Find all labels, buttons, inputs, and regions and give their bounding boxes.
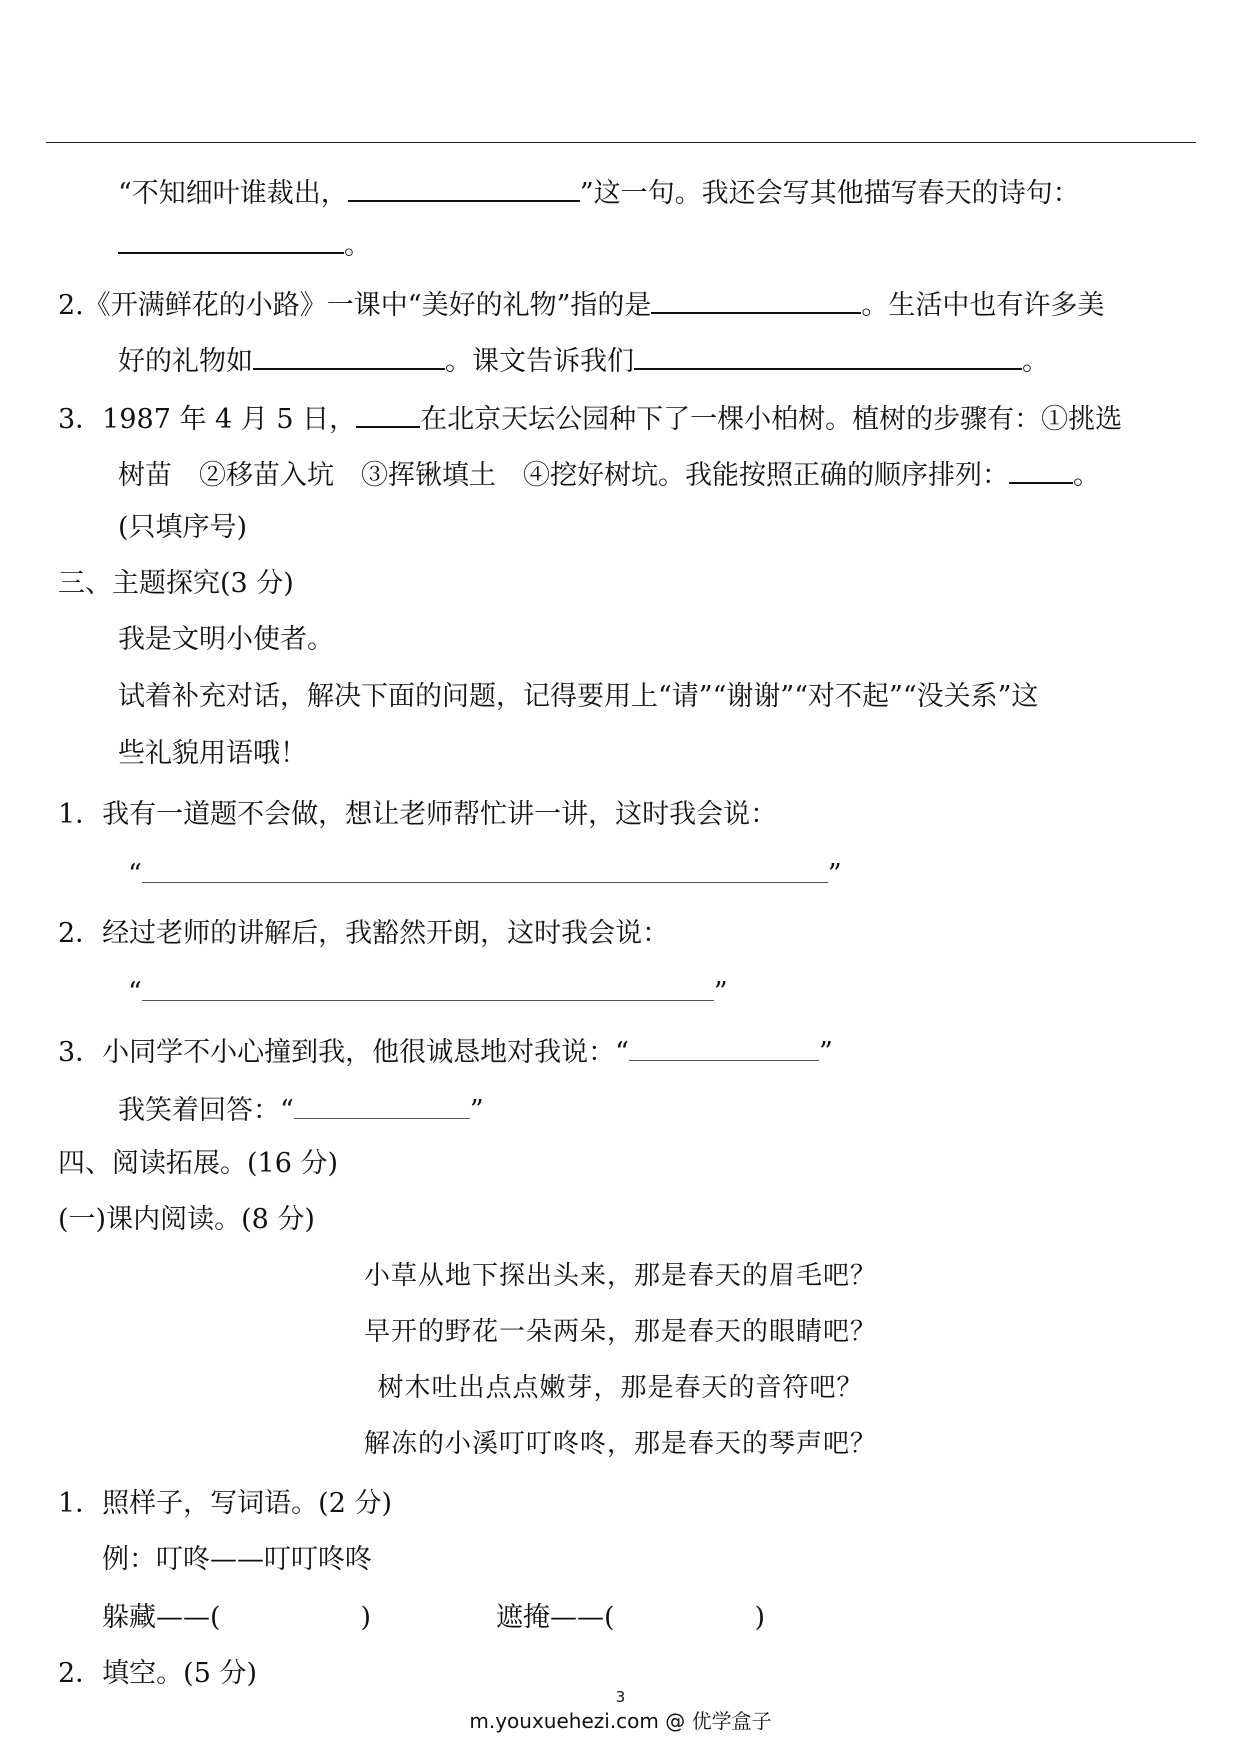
section3-q2: 2．经过老师的讲解后，我豁然开朗，这时我会说：	[58, 918, 670, 949]
section3-q2-answer: “ ”	[128, 970, 728, 1010]
answer-blank[interactable]	[253, 338, 445, 370]
answer-blank[interactable]	[118, 222, 344, 254]
section4-sub1: (一)课内阅读。(8 分)	[58, 1204, 315, 1235]
section3-q1-answer: “ ”	[128, 852, 842, 892]
answer-blank[interactable]	[142, 852, 828, 883]
answer-blank[interactable]	[142, 970, 714, 1001]
section3-q1: 1．我有一道题不会做，想让老师帮忙讲一讲，这时我会说：	[58, 799, 778, 830]
q3-line1: 3．1987 年 4 月 5 日， 在北京天坛公园种下了一棵小柏树。植树的步骤有：①挑选	[58, 396, 1122, 436]
poem-line: 解冻的小溪叮叮咚咚，那是春天的琴声吧？	[363, 1429, 877, 1459]
section3-title: 三、主题探究(3 分)	[58, 568, 294, 599]
top-rule	[46, 142, 1196, 143]
section4-q2: 2．填空。(5 分)	[58, 1658, 258, 1689]
q1-line1: “不知细叶谁裁出， ”这一句。我还会写其他描写春天的诗句：	[118, 170, 1080, 210]
answer-blank[interactable]	[651, 282, 861, 314]
word-pair-2: 遮掩——( )	[496, 1602, 766, 1633]
section3-q3-reply: 我笑着回答：“ ”	[118, 1088, 484, 1128]
section4-title: 四、阅读拓展。(16 分)	[58, 1148, 339, 1179]
section3-intro2: 试着补充对话，解决下面的问题，记得要用上“请”“谢谢”“对不起”“没关系”这	[118, 681, 1039, 712]
footer-site[interactable]: m.youxuehezi.com @ 优学盒子	[469, 1709, 772, 1733]
q1-line2: 。	[118, 222, 371, 262]
answer-blank[interactable]	[1009, 452, 1073, 484]
section3-q3: 3．小同学不小心撞到我，他很诚恳地对我说：“ ”	[58, 1030, 833, 1070]
q2-line1: 2.《开满鲜花的小路》一课中“美好的礼物”指的是 。生活中也有许多美	[58, 282, 1104, 322]
q2-line2: 好的礼物如 。课文告诉我们 。	[118, 338, 1049, 378]
answer-blank[interactable]	[629, 1030, 819, 1061]
answer-blank[interactable]	[294, 1088, 470, 1119]
q3-line3: (只填序号)	[118, 512, 248, 543]
poem-line: 小草从地下探出头来，那是春天的眉毛吧？	[363, 1261, 877, 1291]
section3-intro1: 我是文明小使者。	[118, 624, 334, 655]
section4-example: 例：叮咚——叮叮咚咚	[102, 1544, 372, 1575]
answer-blank[interactable]	[348, 170, 580, 202]
poem-line: 树木吐出点点嫩芽，那是春天的音符吧？	[377, 1373, 864, 1403]
poem-line: 早开的野花一朵两朵，那是春天的眼睛吧？	[363, 1317, 877, 1347]
word-pair-1: 躲藏——( )	[102, 1602, 372, 1633]
section3-intro3: 些礼貌用语哦！	[118, 738, 307, 769]
page-number: 3	[615, 1688, 626, 1706]
answer-blank[interactable]	[634, 338, 1022, 370]
section4-q1: 1．照样子，写词语。(2 分)	[58, 1488, 393, 1519]
q3-line2: 树苗 ②移苗入坑 ③挥锹填土 ④挖好树坑。我能按照正确的顺序排列： 。	[118, 452, 1100, 492]
answer-blank[interactable]	[356, 396, 420, 428]
